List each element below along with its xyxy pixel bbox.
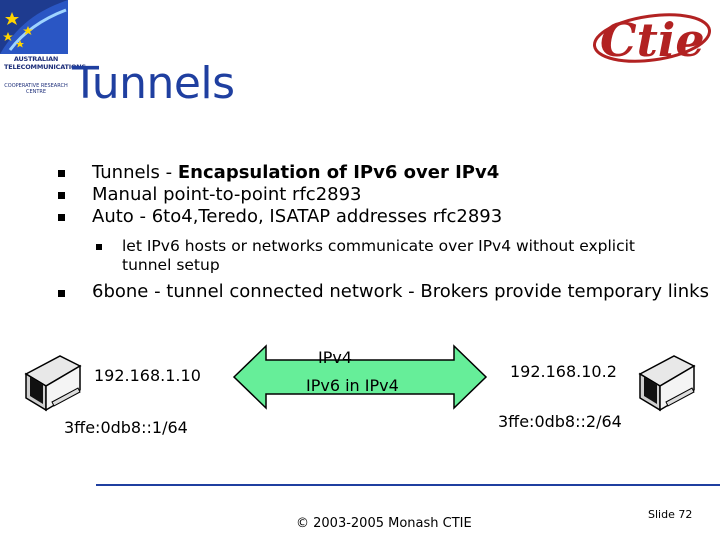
footer-copyright: © 2003-2005 Monash CTIE (296, 516, 472, 531)
footer-divider (96, 484, 720, 486)
logo-left-text: AUSTRALIAN TELECOMMUNICATIONS (4, 55, 87, 71)
slide-number: Slide 72 (648, 508, 693, 521)
tunnel-label-ipv4: IPv4 (318, 348, 353, 367)
bullet-1-plain: Tunnels - (92, 162, 178, 183)
bullet-1-bold: Encapsulation of IPv6 over IPv4 (177, 162, 500, 183)
left-ipv6-address: 3ffe:0db8::1/64 (64, 418, 188, 437)
bullet-marker (58, 290, 65, 297)
right-ipv6-address: 3ffe:0db8::2/64 (498, 412, 622, 431)
logo-left-subtext: COOPERATIVE RESEARCH CENTRE (4, 83, 68, 95)
bullet-marker (58, 192, 65, 199)
right-ipv4-address: 192.168.10.2 (510, 362, 617, 381)
left-ipv4-address: 192.168.1.10 (94, 366, 201, 385)
sub-bullet: let IPv6 hosts or networks communicate over IPv4 without explicit tunnel setup (122, 237, 635, 274)
bullet-2: Manual point-to-point rfc2893 (92, 184, 362, 205)
slide-title: Tunnels (72, 58, 235, 109)
bullet-marker (58, 170, 65, 177)
ctie-logo-text: Ctie (600, 13, 705, 66)
bullet-3: Auto - 6to4,Teredo, ISATAP addresses rfc2893 (92, 206, 503, 227)
sub-bullet-marker (96, 244, 102, 250)
bullet-marker (58, 214, 65, 221)
bullet-4: 6bone - tunnel connected network - Brokers provide temporary links (92, 281, 709, 302)
computer-right-icon (636, 352, 698, 414)
bullet-1 (92, 162, 499, 184)
australian-telecommunications-logo (0, 0, 87, 95)
ctie-logo (592, 8, 720, 66)
computer-left-icon (22, 352, 84, 414)
tunnel-label-ipv6-in-ipv4: IPv6 in IPv4 (306, 376, 399, 395)
